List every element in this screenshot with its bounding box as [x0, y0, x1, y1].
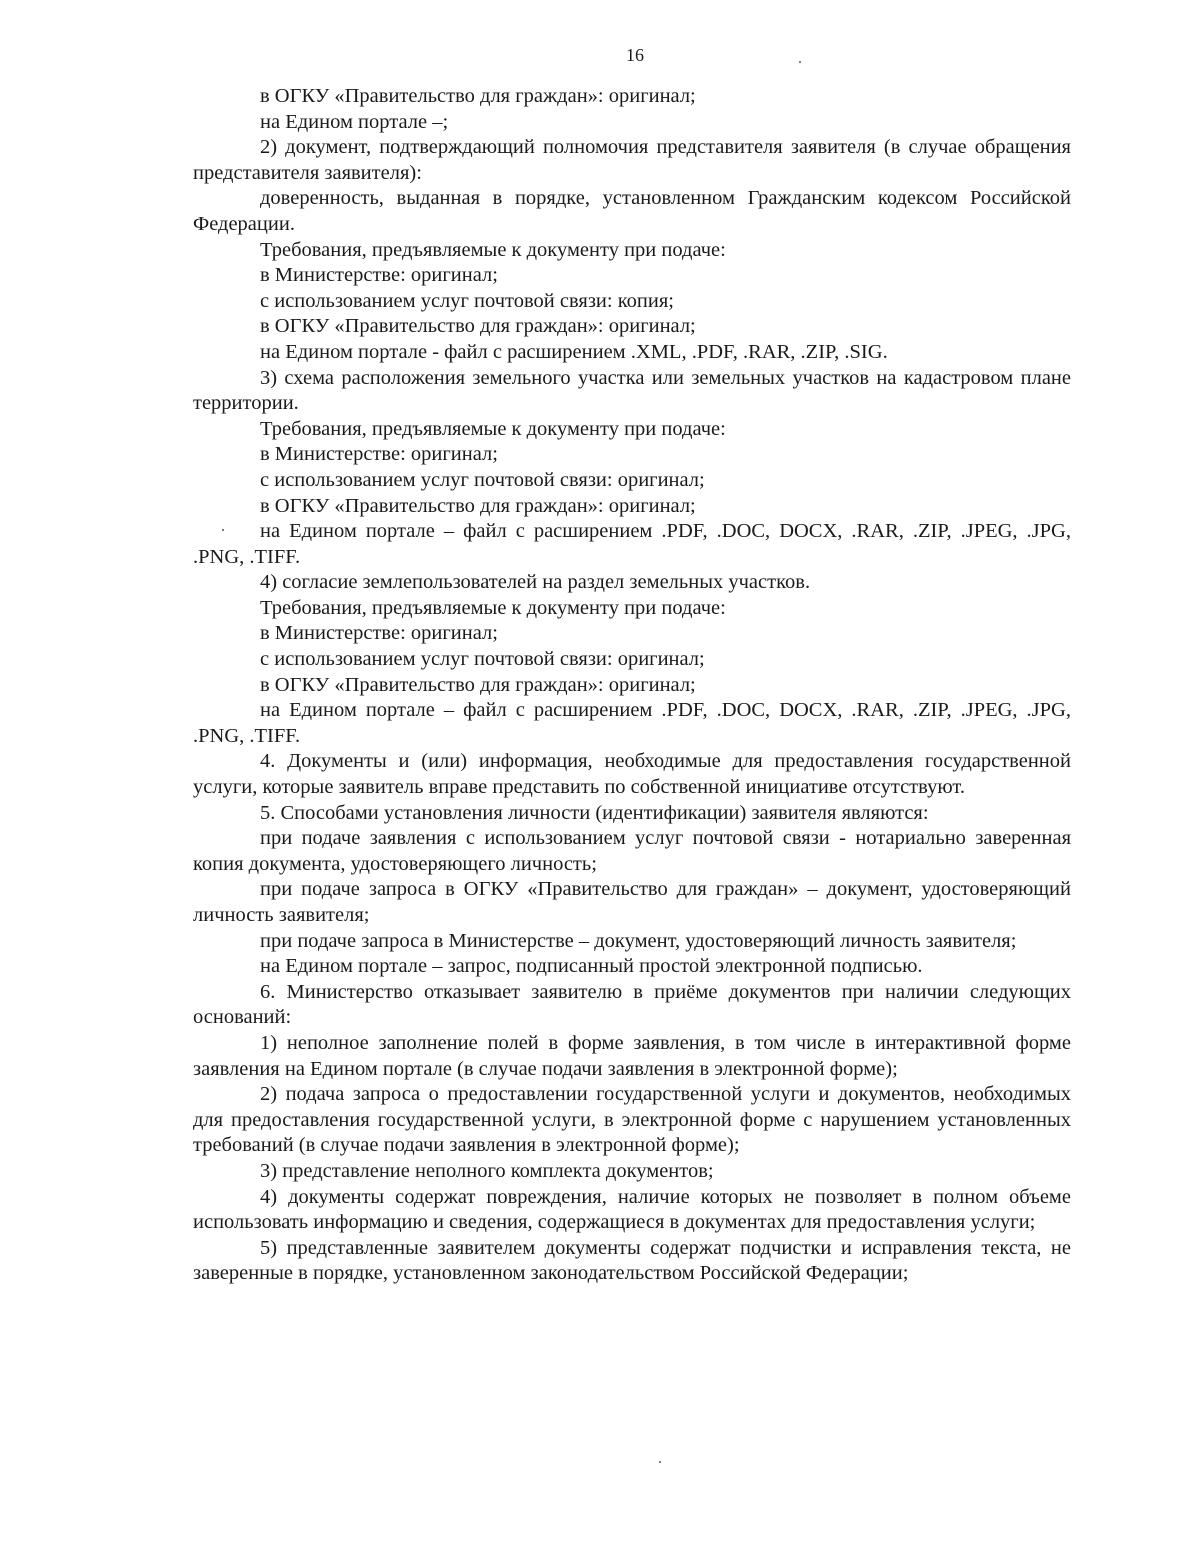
scan-speck — [222, 529, 224, 531]
paragraph: 4) документы содержат повреждения, наличие которых не позволяет в полном объеме использовать информацию и сведения, содержащиеся в документах для предоставления услуги; — [193, 1185, 1071, 1234]
paragraph: на Едином портале – файл с расширением .PDF, .DOC, DOCX, .RAR, .ZIP, .JPEG, .JPG, .PNG, .TIFF. — [193, 520, 1071, 568]
paragraph: в ОГКУ «Правительство для граждан»: оригинал; — [260, 85, 696, 107]
page-number: 16 — [626, 45, 644, 65]
paragraph: 2) подача запроса о предоставлении государственной услуги и документов, необходимых для предоставления государственной услуги, в электронной форме с нарушением установленных требований (в случае подачи заявления в электронной форме); — [193, 1083, 1071, 1157]
paragraph: 4. Документы и (или) информация, необходимые для предоставления государственной услуги, которые заявитель вправе представить по собственной инициативе отсутствуют. — [193, 750, 1071, 799]
paragraph: на Едином портале –; — [260, 110, 449, 133]
paragraph: Требования, предъявляемые к документу при подаче: — [260, 417, 726, 440]
paragraph: 5) представленные заявителем документы содержат подчистки и исправления текста, не заверенные в порядке, установленном законодательством Российской Федерации; — [193, 1236, 1071, 1285]
paragraph: в ОГКУ «Правительство для граждан»: оригинал; — [260, 315, 696, 338]
paragraph: в Министерстве: оригинал; — [260, 443, 498, 466]
paragraph: Требования, предъявляемые к документу при подаче: — [260, 596, 726, 619]
document-body — [193, 84, 1071, 1287]
paragraph: 3) представление неполного комплекта документов; — [260, 1159, 714, 1182]
paragraph: в ОГКУ «Правительство для граждан»: оригинал; — [260, 494, 696, 517]
paragraph: при подаче запроса в Министерстве – документ, удостоверяющий личность заявителя; — [260, 929, 1017, 952]
paragraph: при подаче заявления с использованием услуг почтовой связи - нотариально заверенная копия документа, удостоверяющего личность; — [193, 827, 1071, 875]
paragraph: 3) схема расположения земельного участка или земельных участков на кадастровом плане территории. — [193, 366, 1071, 415]
paragraph: на Едином портале – файл с расширением .PDF, .DOC, DOCX, .RAR, .ZIP, .JPEG, .JPG, .PNG, .TIFF. — [193, 699, 1071, 747]
paragraph: 2) документ, подтверждающий полномочия представителя заявителя (в случае обращения представителя заявителя): — [193, 136, 1071, 184]
scan-speck — [799, 61, 801, 63]
paragraph: с использованием услуг почтовой связи: оригинал; — [260, 468, 705, 491]
paragraph: 5. Способами установления личности (идентификации) заявителя являются: — [260, 801, 929, 824]
paragraph: в Министерстве: оригинал; — [260, 264, 498, 287]
paragraph: 4) согласие землепользователей на раздел земельных участков. — [260, 571, 811, 594]
paragraph: в ОГКУ «Правительство для граждан»: оригинал; — [260, 673, 696, 696]
paragraph: 6. Министерство отказывает заявителю в приёме документов при наличии следующих оснований: — [193, 980, 1071, 1029]
paragraph: в Министерстве: оригинал; — [260, 622, 498, 645]
paragraph: 1) неполное заполнение полей в форме заявления, в том числе в интерактивной форме заявления на Едином портале (в случае подачи заявления в электронной форме); — [193, 1031, 1071, 1080]
paragraph: на Едином портале - файл с расширением .XML, .PDF, .RAR, .ZIP, .SIG. — [260, 340, 888, 363]
paragraph: при подаче запроса в ОГКУ «Правительство для граждан» – документ, удостоверяющий личность заявителя; — [193, 878, 1071, 926]
scan-speck — [659, 1461, 661, 1463]
paragraph: с использованием услуг почтовой связи: копия; — [260, 289, 674, 312]
paragraph: доверенность, выданная в порядке, установленном Гражданским кодексом Российской Федерации. — [193, 187, 1071, 235]
paragraph: с использованием услуг почтовой связи: оригинал; — [260, 648, 705, 671]
paragraph: Требования, предъявляемые к документу при подаче: — [260, 238, 726, 261]
paragraph: на Едином портале – запрос, подписанный простой электронной подписью. — [260, 955, 923, 978]
